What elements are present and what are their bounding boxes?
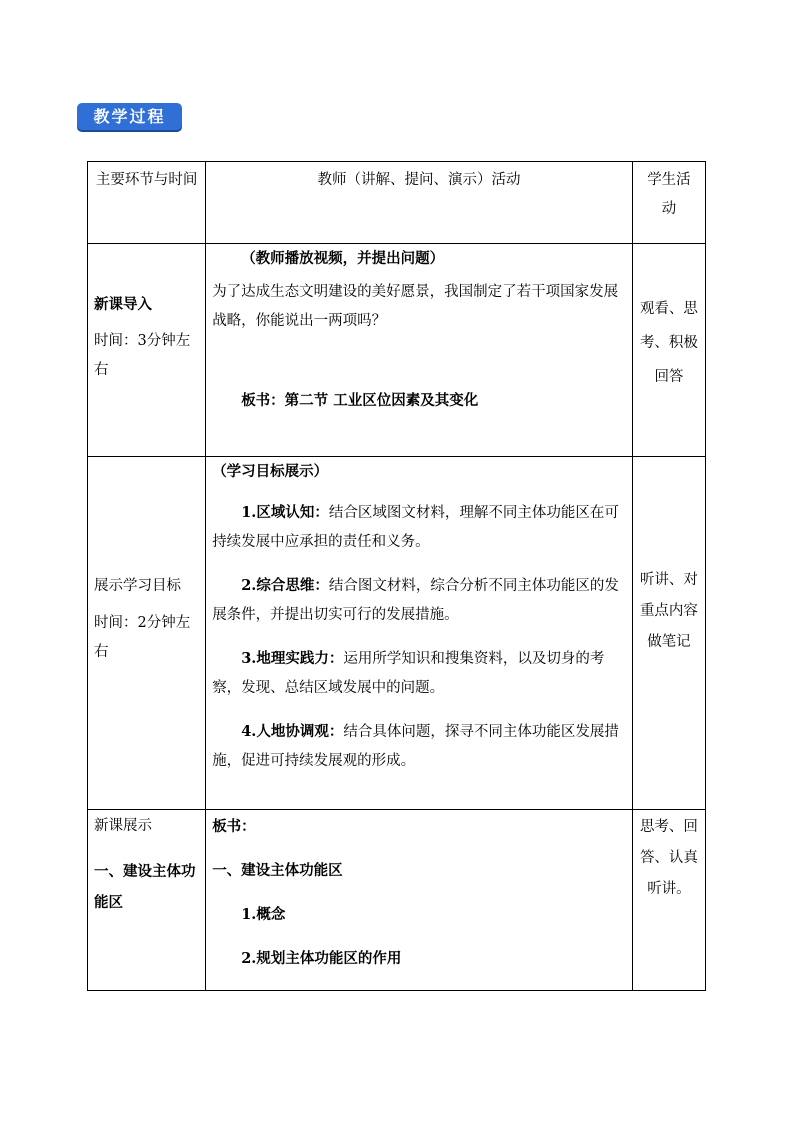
teacher-question: 为了达成生态文明建设的美好愿景，我国制定了若干项国家发展战略，你能说出一两项吗？	[212, 284, 619, 329]
teacher-heading: （教师播放视频，并提出问题）	[241, 250, 445, 267]
board-label: 板书：	[212, 818, 256, 835]
student-activity: 听讲、对重点内容做笔记	[639, 572, 698, 650]
board-title: 一、建设主体功能区	[212, 862, 343, 879]
goal-item	[212, 498, 626, 557]
header-stage-time: 主要环节与时间	[88, 162, 206, 244]
header-teacher-activity: 教师（讲解、提问、演示）活动	[206, 162, 633, 244]
table-row	[88, 457, 706, 810]
goal-text: 结合区域图文材料，理解不同主体功能区在可持续发展中应承担的责任和义务。	[212, 505, 619, 550]
teacher-heading: （学习目标展示）	[212, 463, 329, 480]
teacher-activity-cell	[206, 810, 633, 991]
student-activity: 观看、思考、积极回答	[639, 301, 698, 385]
goal-item	[212, 571, 626, 630]
stage-cell	[88, 457, 206, 810]
goal-text: 运用所学知识和搜集资料，以及切身的考察，发现、总结区域发展中的问题。	[212, 651, 605, 696]
sub-stage-title: 一、建设主体功能区	[94, 863, 196, 911]
student-activity: 思考、回答、认真听讲。	[639, 819, 698, 897]
teacher-activity-cell	[206, 457, 633, 810]
teacher-activity-cell	[206, 244, 633, 457]
table-header-row	[88, 162, 706, 244]
goal-label: 3.地理实践力：	[241, 650, 344, 667]
board-item: 1.概念	[241, 906, 286, 923]
goal-label: 1.区域认知：	[241, 504, 329, 521]
goal-item	[212, 717, 626, 776]
board-item: 2.规划主体功能区的作用	[241, 950, 402, 967]
stage-cell	[88, 244, 206, 457]
lesson-process-table	[87, 161, 706, 991]
stage-title: 新课展示	[94, 818, 152, 834]
goal-item	[212, 644, 626, 703]
student-activity-cell	[632, 810, 705, 991]
table-row	[88, 810, 706, 991]
student-activity-cell	[632, 457, 705, 810]
goal-text: 结合图文材料，综合分析不同主体功能区的发展条件，并提出切实可行的发展措施。	[212, 578, 619, 623]
stage-cell	[88, 810, 206, 991]
goal-label: 4.人地协调观：	[241, 723, 344, 740]
stage-time: 时间：3分钟左右	[94, 333, 191, 378]
header-student-activity: 学生活动	[632, 162, 705, 244]
stage-time: 时间：2分钟左右	[94, 615, 191, 660]
stage-title: 新课导入	[94, 296, 152, 313]
table-row	[88, 244, 706, 457]
stage-title: 展示学习目标	[94, 578, 181, 594]
board-title: 板书：第二节 工业区位因素及其变化	[241, 392, 479, 409]
section-badge: 教学过程	[77, 103, 182, 130]
goal-label: 2.综合思维：	[241, 577, 329, 594]
student-activity-cell	[632, 244, 705, 457]
goal-text: 结合具体问题，探寻不同主体功能区发展措施，促进可持续发展观的形成。	[212, 724, 619, 769]
